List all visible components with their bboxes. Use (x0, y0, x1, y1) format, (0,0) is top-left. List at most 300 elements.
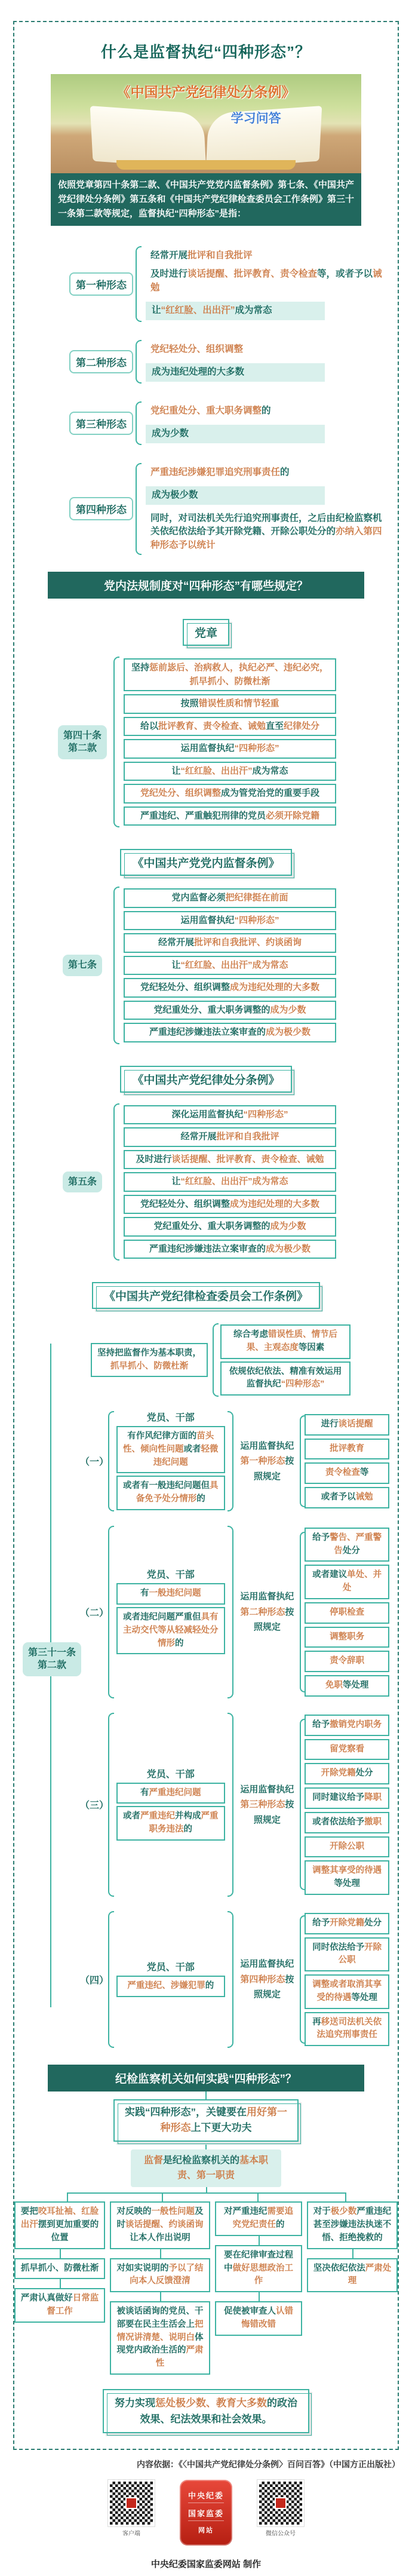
measure-box (305, 1627, 389, 1648)
form-item (146, 363, 325, 381)
qr-code-wechat-icon (257, 2480, 304, 2526)
text-segment: 成为违纪处理的大多数 (230, 982, 320, 993)
measure-box (305, 1836, 389, 1858)
text-segment: 等 (359, 1468, 369, 1478)
logo-line: 中央纪委 (188, 2489, 224, 2503)
clause-item (124, 1172, 336, 1192)
text-segment: 等因素 (298, 1342, 325, 1353)
text-segment: “四种形态” (243, 1109, 288, 1120)
text-segment: “红红脸、出出汗” (180, 959, 253, 970)
text-segment: 运用监督执纪 (240, 1440, 294, 1451)
text-segment: 等处理 (342, 1680, 369, 1691)
condition-stack (116, 1583, 225, 1654)
form-items (146, 400, 389, 446)
brace-icon (210, 1322, 218, 1398)
text-segment: 或者 (183, 1444, 201, 1454)
text-segment: 咬耳扯袖、红脸出汗 (20, 2207, 99, 2230)
group-conditions (116, 1410, 225, 1513)
text-segment: 极少数 (330, 2207, 357, 2217)
law-section-supervision (23, 885, 389, 1045)
text-segment: 体现党内政治生活的 (116, 2332, 204, 2356)
practice-box (215, 2245, 302, 2292)
text-segment: 成为常态 (235, 305, 272, 316)
group-subject: 党员、干部 (146, 1769, 195, 1780)
brace-icon (133, 462, 141, 556)
text-segment: 降职 (364, 1793, 382, 1803)
group-number: （一） (80, 1457, 109, 1468)
text-segment: 严肃认真做好 (20, 2293, 73, 2304)
text-segment: 严重违纪、涉嫌犯罪 (127, 1981, 205, 1991)
clause-item (124, 1105, 336, 1125)
clause-label (23, 1642, 81, 1676)
text-segment: 的政治效果、纪法效果和社会效果。 (140, 2397, 297, 2425)
text-segment: 进行 (321, 1419, 339, 1429)
text-segment: 责令检查 (325, 1468, 360, 1478)
measure-stack (299, 1712, 389, 1898)
clause-item (124, 739, 336, 759)
text-segment: 把情况讲清楚、说明白 (116, 2319, 204, 2342)
text-segment: “四种形态” (234, 915, 279, 925)
text-segment: 严肃性 (155, 2345, 204, 2369)
text-segment: “四种形态” (281, 1379, 325, 1390)
connector-line (205, 2142, 207, 2149)
connector-line (345, 2192, 346, 2201)
text-segment: 单处、并处 (342, 1570, 382, 1593)
text-segment: 错误性质、情节后果、主观态度 (246, 1330, 337, 1353)
brace-icon (106, 1410, 113, 1513)
text-segment: 严重违纪问题 (149, 1787, 201, 1798)
text-segment: 成为常态 (252, 765, 288, 776)
text-segment: 基本职责、第一职责 (177, 2155, 269, 2181)
condition-box (116, 1476, 225, 1510)
measure-box (305, 1860, 389, 1895)
dashed-frame (13, 21, 399, 2450)
text-segment: 责令辞职 (330, 1656, 365, 1666)
brace-icon (133, 245, 141, 323)
group-conditions (116, 1767, 225, 1843)
text-segment: 开除公职 (330, 1841, 365, 1851)
measure-box (305, 1414, 389, 1436)
text-segment: 是纪检监察机关的 (162, 2155, 239, 2166)
text-segment: 批评教育 (330, 1443, 365, 1453)
brace-icon (106, 1712, 113, 1898)
text-segment: 成为违纪处理的大多数 (152, 367, 245, 378)
text-segment: 坚持 (131, 663, 149, 673)
practice-box (215, 2201, 302, 2236)
practice-column-3 (215, 2201, 302, 2375)
clause-items (124, 885, 336, 1045)
text-segment: 一般违纪问题 (149, 1588, 201, 1599)
brace-icon (106, 1910, 113, 2049)
clause-item (124, 978, 336, 998)
supervision-role-box (131, 2149, 281, 2188)
form-row-2 (69, 339, 389, 385)
form-label: 第二种形态 (69, 350, 133, 373)
text-segment: 的 (175, 1638, 184, 1648)
footer (0, 2450, 412, 2576)
text-segment: 惩前毖后、治病救人，执纪必严、违纪必究，抓早抓小、防微杜渐 (149, 663, 329, 686)
text-segment: 或者 (123, 1811, 141, 1821)
four-forms-section (23, 226, 389, 556)
practice-box (110, 2201, 210, 2249)
connector-line (257, 2192, 259, 2201)
text-segment: 调整其享受的待遇 (312, 1866, 382, 1876)
text-segment: 谈话提醒 (338, 1419, 373, 1429)
form-item (146, 248, 389, 263)
text-segment: 运用监督执纪 (240, 1784, 294, 1795)
measure-box (305, 1439, 389, 1460)
brace-icon (111, 655, 119, 829)
qr-row (0, 2480, 412, 2546)
text-segment: 党内监督必须 (171, 893, 226, 903)
form-item (146, 465, 389, 480)
text-segment: 成为极少数 (266, 1243, 311, 1254)
text-segment: 严重违纪 (140, 1811, 176, 1821)
text-segment: 开除公职 (338, 1942, 382, 1965)
measure-box (305, 1462, 389, 1484)
text-segment: 或者依法给予 (312, 1817, 365, 1827)
measure-box (305, 1937, 389, 1972)
measure-box (305, 1528, 389, 1562)
measure-box (305, 1675, 389, 1697)
text-segment: “四种形态” (234, 743, 279, 754)
text-segment: 的 (280, 467, 290, 477)
brace-icon (106, 1525, 113, 1700)
condition-box (116, 1583, 225, 1605)
text-segment: 让 (171, 959, 181, 970)
text-segment: 同时，对司法机关先行追究刑事责任，之后由纪检监察机关依纪依法给予其开除党籍、开除公职处分的 (150, 513, 382, 537)
book-cover-illustration (116, 160, 296, 170)
practice-box (14, 2288, 105, 2323)
condition-box (116, 1607, 225, 1654)
brace-icon (228, 1910, 236, 2049)
clause-label-line: 第四十条 (63, 730, 102, 741)
text-segment: 成为少数 (270, 1004, 306, 1015)
text-segment: 向本人反馈澄清 (130, 2276, 190, 2286)
book-photo (51, 74, 361, 173)
brace-icon (228, 1712, 236, 1898)
text-segment: 依规依纪依法、精准有效运用监督执纪 (229, 1366, 342, 1390)
text-segment: 努力实现 (115, 2397, 155, 2409)
condition-box (116, 1426, 225, 1473)
text-segment: 成为少数 (152, 428, 189, 439)
text-segment: 监督 (143, 2155, 163, 2166)
clause-label-line: 第二款 (67, 743, 97, 754)
text-segment: 诫勉 (150, 269, 382, 293)
text-segment: 或者予以 (321, 1492, 356, 1502)
text-segment: 移送司法机关依法追究刑事责任 (316, 2017, 382, 2040)
condition-box (116, 1783, 225, 1804)
ccdi-logo (180, 2480, 232, 2546)
text-segment: 有 (140, 1588, 149, 1599)
text-segment: 处分 (342, 1545, 360, 1556)
brace-icon (111, 885, 119, 1045)
text-segment: 运用监督执纪 (180, 743, 235, 754)
connector-line (67, 2192, 346, 2194)
condition-stack (116, 1783, 225, 1841)
text-segment: 用好第一种形态 (160, 2106, 287, 2134)
text-segment: 经常开展 (180, 1131, 217, 1142)
law-header-constitution: 党章 (183, 619, 229, 646)
connector-line (206, 2187, 207, 2192)
text-segment: 成为常态 (252, 1176, 288, 1187)
group-number: （三） (80, 1801, 109, 1811)
text-segment: “红红脸、出出汗” (180, 765, 253, 776)
text-segment: 或者有一般违纪问题但 (123, 1481, 210, 1491)
practice-box (14, 2201, 105, 2249)
form-usage-note (239, 1782, 296, 1828)
clause-label (58, 725, 107, 759)
form-usage-note (239, 1439, 296, 1485)
text-segment: 再 (312, 2017, 321, 2027)
text-segment: 或者违纪问题严重但 (123, 1612, 201, 1623)
text-segment: 有作风纪律方面的 (127, 1431, 197, 1442)
logo-line: 国家监委 (188, 2507, 224, 2521)
text-segment: 留党察看 (330, 1744, 365, 1754)
text-segment: 被谈话函询的党员、干部要在民主生活会上 (116, 2307, 204, 2329)
text-segment: 具备免予处分情形 (136, 1481, 219, 1504)
measure-box (305, 1602, 389, 1624)
form-item (146, 266, 389, 296)
condition-stack (116, 1426, 225, 1510)
text-segment: 的 (276, 2220, 285, 2230)
flow-group-4 (80, 1910, 389, 2049)
text-segment: 党纪重处分、重大职务调整的 (153, 1004, 270, 1015)
text-segment: 开除党籍 (330, 1918, 365, 1928)
text-segment: 党纪重处分、重大职务调整的 (153, 1221, 270, 1232)
form-label: 第四种形态 (69, 497, 133, 520)
clause-items (124, 655, 336, 829)
text-segment: 让 (171, 765, 181, 776)
text-segment: 第四种形态 (240, 1974, 285, 1985)
text-segment: 的 (183, 1824, 193, 1835)
text-segment: 让 (152, 305, 161, 316)
text-segment: 上下更大功夫 (190, 2122, 252, 2134)
brace-icon (228, 1410, 236, 1513)
form-row-4 (69, 462, 389, 556)
clause-label: 第七条 (63, 955, 102, 976)
book-title: 《中国共产党纪律处分条例》 (116, 84, 296, 100)
measure-box (305, 1974, 389, 2009)
text-segment: 成为极少数 (152, 490, 198, 501)
text-segment: 深化运用监督执纪 (171, 1109, 244, 1120)
form-label: 第三种形态 (69, 412, 133, 435)
text-segment: 必须开除党籍 (266, 810, 320, 821)
qr-wechat-wrap (257, 2480, 304, 2537)
text-segment: “红红脸、出出汗” (161, 305, 235, 316)
text-segment: 调整职务 (330, 1632, 365, 1642)
principle-point-box (220, 1324, 350, 1359)
text-segment: 要把 (20, 2207, 38, 2217)
text-segment: 批评和自我批评 (187, 250, 253, 260)
question-banner-practice: 纪检监察机关如何实践“四种形态”？ (48, 2065, 364, 2092)
credit-line: 中央纪委国家监委网站 制作 (150, 2559, 262, 2570)
text-segment: 警告、严重警告 (330, 1532, 382, 1556)
measure-box (305, 1651, 389, 1672)
text-segment: 第三种形态 (240, 1799, 285, 1810)
text-segment: 摆到更加重要的位置 (38, 2220, 99, 2243)
text-segment: 运用监督执纪 (240, 1959, 294, 1970)
text-segment: 开除党籍 (321, 1768, 356, 1778)
practice-column-1 (14, 2201, 105, 2375)
principle-row (91, 1322, 389, 1398)
key-point-box (113, 2099, 299, 2142)
text-segment: 严重违纪涉嫌违法立案审查的 (149, 1243, 266, 1254)
form-item (146, 486, 325, 504)
text-segment: 一般性问题 (151, 2207, 195, 2217)
practice-column-2 (110, 2201, 210, 2375)
group-subject: 党员、干部 (146, 1570, 195, 1581)
text-segment: 亦纳入第四种形态予以统计 (150, 526, 382, 550)
measure-box (305, 1565, 389, 1599)
text-segment: 坚持把监督作为基本职责， (97, 1348, 201, 1358)
text-segment: 严重违纪、严重触犯刑律的党员 (140, 810, 266, 821)
form-items (146, 245, 389, 323)
text-segment: 对严重违纪 (224, 2207, 268, 2217)
form-row-3 (69, 400, 389, 446)
source-note: 内容依据：《〈中国共产党纪律处分条例〉百问百答》（中国方正出版社） (137, 2460, 400, 2470)
question-banner-regulations: 党内法规制度对“四种形态”有哪些规定？ (48, 572, 364, 599)
practice-box (14, 2258, 105, 2280)
text-segment: 诫勉 (355, 1492, 373, 1502)
text-segment: 成为少数 (270, 1221, 306, 1232)
text-segment: 惩处极少数、教育大多数 (155, 2397, 267, 2409)
text-segment: 经常开展 (150, 250, 188, 260)
text-segment: 轻微违纪问题 (153, 1444, 219, 1467)
text-segment: 免职 (325, 1680, 343, 1691)
text-segment: 要在纪律审查过程中 (224, 2250, 293, 2273)
text-segment: 给以 (140, 720, 158, 731)
text-segment: 等处理 (351, 1992, 377, 2002)
group-subject: 党员、干部 (146, 1962, 195, 1973)
text-segment: 按照规定 (253, 1606, 294, 1633)
text-segment: 的 (262, 405, 271, 416)
text-segment: 第一种形态 (240, 1456, 285, 1467)
text-segment: 抓早抓小、防微杜渐 (20, 2263, 99, 2273)
form-item (146, 302, 325, 320)
clause-item (124, 1001, 336, 1020)
flow-group-2 (80, 1525, 389, 1700)
clause-item (124, 911, 336, 931)
practice-box (110, 2301, 210, 2375)
text-segment: 直至 (266, 720, 284, 731)
text-segment: 批评和自我批评、约谈函询 (194, 937, 302, 948)
text-segment: 成为管党治党的重要手段 (221, 788, 320, 799)
clause-item (124, 694, 336, 714)
measure-box (305, 1715, 389, 1736)
text-segment: 撤职 (364, 1817, 382, 1827)
brace-icon (133, 400, 141, 446)
text-segment: 给予 (312, 1918, 330, 1928)
clause-item (124, 1217, 336, 1237)
principle-points (220, 1322, 350, 1398)
practice-box (307, 2258, 398, 2293)
text-segment: 等，或者予以 (317, 269, 373, 280)
text-segment: 苗头性、倾向性问题 (123, 1431, 214, 1454)
brace-icon (228, 1525, 236, 1700)
text-segment: 抓早抓小、防微杜渐 (110, 1361, 189, 1371)
connector-line (162, 2192, 163, 2201)
text-segment: “红红脸、出出汗” (180, 1176, 253, 1187)
group-subject: 党员、干部 (146, 1413, 195, 1424)
text-segment: 日常监督工作 (47, 2293, 99, 2317)
text-segment: 运用监督执纪 (180, 915, 235, 925)
condition-box (116, 1976, 225, 1997)
qr-client-label: 客户端 (122, 2531, 140, 2538)
clause-item (124, 1240, 336, 1259)
text-segment: 党纪轻处分、组织调整 (150, 344, 244, 354)
text-segment: 严重违纪涉嫌犯罪追究刑事责任 (150, 467, 281, 477)
connector-line (67, 2192, 68, 2201)
clause-item (124, 658, 336, 691)
text-segment: 党纪重处分、重大职务调整 (150, 405, 262, 416)
text-segment: 需要追究党纪责任 (232, 2207, 293, 2230)
measure-box (305, 1812, 389, 1833)
text-segment: 严重职务违法 (149, 1811, 219, 1835)
conclusion-box (103, 2389, 309, 2433)
condition-box (116, 1806, 225, 1841)
text-segment: 等处理 (334, 1879, 360, 1889)
text-segment: 运用监督执纪 (240, 1591, 294, 1602)
text-segment: 错误性质和情节轻重 (198, 698, 279, 709)
connector-tree (23, 2187, 389, 2201)
measure-stack (299, 1910, 389, 2049)
text-segment: 对于 (313, 2207, 331, 2217)
text-segment: 成为极少数 (266, 1027, 311, 1038)
clause-item (124, 762, 336, 781)
clause-item (124, 1023, 336, 1042)
group-conditions (116, 1567, 225, 1657)
clause-label-wrap (54, 955, 111, 976)
text-segment: 让 (171, 1176, 181, 1187)
text-segment: 党纪轻处分、组织调整 (140, 1198, 230, 1209)
text-segment: 并构成 (175, 1811, 201, 1821)
group-number: （二） (80, 1608, 109, 1618)
text-segment: 按照规定 (253, 1974, 294, 2000)
text-segment: 按照规定 (253, 1456, 294, 1482)
form-label: 第一种形态 (69, 272, 133, 296)
measure-box (305, 1763, 389, 1784)
clause-item (124, 806, 336, 826)
clause-label-line: 第三十一条 (28, 1647, 76, 1658)
text-segment: 严重违纪涉嫌违法立案审查的 (149, 1027, 266, 1038)
clause-item (124, 717, 336, 737)
text-segment: 纪律处分 (284, 720, 320, 731)
clause-items (124, 1102, 336, 1262)
intro-banner: 依照党章第四十条第二款、《中国共产党党内监督条例》第七条、《中国共产党纪律处分条例》第五条和《中国共产党纪律检查委员会工作条例》第三十一条第二款等规定，监督执纪“四种形态”是指： (51, 173, 361, 226)
text-segment: 促使被审查人 (224, 2307, 276, 2317)
qr-wechat-label: 微信公众号 (266, 2531, 296, 2538)
measure-stack (299, 1525, 389, 1700)
brace-icon (133, 339, 141, 385)
text-segment: 处分 (364, 1918, 382, 1928)
page-title: 什么是监督执纪“四种形态”？ (100, 43, 311, 61)
form-item (146, 342, 389, 357)
practice-column-4 (307, 2201, 398, 2375)
text-segment: 有 (140, 1787, 149, 1798)
text-segment: 批评和自我批评 (216, 1131, 279, 1142)
text-segment: 同时建议给予 (312, 1793, 365, 1803)
text-segment: 把纪律挺在前面 (225, 893, 288, 903)
logo-line: 网站 (198, 2526, 214, 2534)
measure-box (305, 1913, 389, 1934)
law-header-supervision-regulation: 《中国共产党党内监督条例》 (120, 849, 291, 876)
text-segment: 党纪处分、组织调整 (140, 788, 221, 799)
practice-box (307, 2201, 398, 2249)
text-segment: 及时进行 (136, 1154, 172, 1164)
text-segment: 或者建议 (312, 1570, 348, 1580)
text-segment: 按照 (180, 698, 199, 709)
